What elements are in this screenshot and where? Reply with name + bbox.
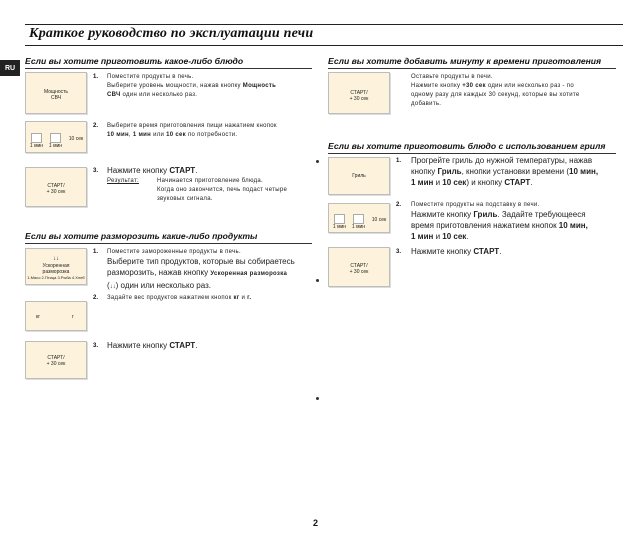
section-heading-cook: Если вы хотите приготовить какое-либо блюдо: [25, 56, 312, 69]
step-number: 3.: [93, 168, 99, 174]
cook-step2-text: Выберите время приготовления пищи нажатием кнопок 10 мин, 1 мин или 10 сек по потребности.: [107, 123, 277, 138]
divider-dot: [316, 279, 319, 282]
panel-defrost-button: [25, 248, 87, 285]
defrost-icon: ↓↓: [53, 256, 59, 262]
cook-step3-result: Начинается приготовление блюда. Когда оно закончится, печь подаст четыре звуковых сигнала.: [157, 178, 288, 202]
defrost-step1-line1: Поместите замороженные продукты в печь.: [107, 249, 241, 255]
defrost-step2-text: Задайте вес продуктов нажатием кнопок кг и г.: [107, 295, 252, 301]
weight-kg-label: кг: [36, 314, 41, 320]
panel-defrost-start: [25, 341, 87, 379]
section-heading-defrost: Если вы хотите разморозить какие-либо продукты: [25, 231, 312, 244]
step-number: 2.: [396, 202, 402, 208]
divider-dot: [316, 397, 319, 400]
time-button-label: 10 сек: [371, 217, 387, 223]
step-number: 2.: [93, 123, 99, 129]
weight-g-label: г: [72, 314, 74, 320]
panel-start-button: [25, 167, 87, 207]
start-button-label: СТАРТ/ + 30 сек: [349, 90, 369, 102]
step-number: 3.: [396, 249, 402, 255]
time-button-10min: [334, 214, 345, 224]
grill-step1-text: Прогрейте гриль до нужной температуры, нажав кнопку Гриль, кнопки установки времени (10 мин, 1 мин и 10 сек) и кнопку СТАРТ.: [411, 156, 599, 187]
step-number: 1.: [93, 249, 99, 255]
time-button-1min: [50, 133, 61, 143]
panel-grill-button: [328, 157, 390, 195]
defrost-button-label: Ускоренная разморозка: [42, 263, 70, 275]
start-button-label: СТАРТ/ + 30 сек: [46, 355, 66, 367]
panel-minute-start: [328, 72, 390, 114]
page-title: Краткое руководство по эксплуатации печи: [29, 26, 314, 41]
grill-step2-line1: Поместите продукты на подставку в печи.: [411, 202, 540, 208]
section-heading-minute: Если вы хотите добавить минуту к времени приготовления: [328, 56, 616, 69]
power-button-label: Мощность СВЧ: [43, 89, 69, 101]
time-button-label: 1 мин: [351, 224, 366, 230]
panel-grill-start: [328, 247, 390, 287]
page-number: 2: [313, 518, 319, 528]
language-tab: RU: [0, 60, 20, 76]
cook-step1-text: Поместите продукты в печь. Выберите уровень мощности, нажав кнопку Мощность СВЧ один или несколько раз.: [107, 74, 277, 98]
panel-grill-time: [328, 203, 390, 233]
divider-dot: [316, 160, 319, 163]
time-button-label: 1 мин: [29, 143, 44, 149]
step-number: 1.: [93, 74, 99, 80]
minute-text: Оставьте продукты в печи. Нажмите кнопку +30 сек один или несколько раз - по одному разу для каждых 30 секунд, которые вы хотите добавить.: [411, 74, 580, 107]
step-number: 1.: [396, 158, 402, 164]
time-button-label: 1 мин: [332, 224, 347, 230]
panel-time-buttons: [25, 121, 87, 153]
grill-step3-text: Нажмите кнопку СТАРТ.: [411, 247, 502, 256]
time-button-label: 10 сек: [68, 136, 84, 142]
cook-step3-text: Нажмите кнопку СТАРТ.: [107, 166, 198, 175]
section-heading-grill: Если вы хотите приготовить блюдо с использованием гриля: [328, 141, 616, 154]
step-number: 2.: [93, 295, 99, 301]
grill-step2-text: Нажмите кнопку Гриль. Задайте требующееся время приготовления нажатием кнопок 10 мин, 1 мин и 10 сек.: [411, 210, 588, 241]
start-button-label: СТАРТ/ + 30 сек: [46, 183, 66, 195]
step-number: 3.: [93, 343, 99, 349]
panel-weight-buttons: [25, 301, 87, 331]
result-label: Результат:: [107, 178, 139, 184]
time-button-10min: [31, 133, 42, 143]
defrost-options: 1.Мясо 2.Птица 3.Рыба 4.Хлеб: [27, 275, 85, 280]
start-button-label: СТАРТ/ + 30 сек: [349, 263, 369, 275]
defrost-step3-text: Нажмите кнопку СТАРТ.: [107, 341, 198, 350]
grill-button-label: Гриль: [352, 173, 366, 179]
panel-power-button: [25, 72, 87, 114]
page-title-bar: [25, 24, 623, 46]
time-button-1min: [353, 214, 364, 224]
time-button-label: 1 мин: [48, 143, 63, 149]
defrost-step1-text: Выберите тип продуктов, которые вы собираетесь разморозить, нажав кнопку Ускоренная разморозка (↓↓) один или несколько раз.: [107, 257, 295, 290]
